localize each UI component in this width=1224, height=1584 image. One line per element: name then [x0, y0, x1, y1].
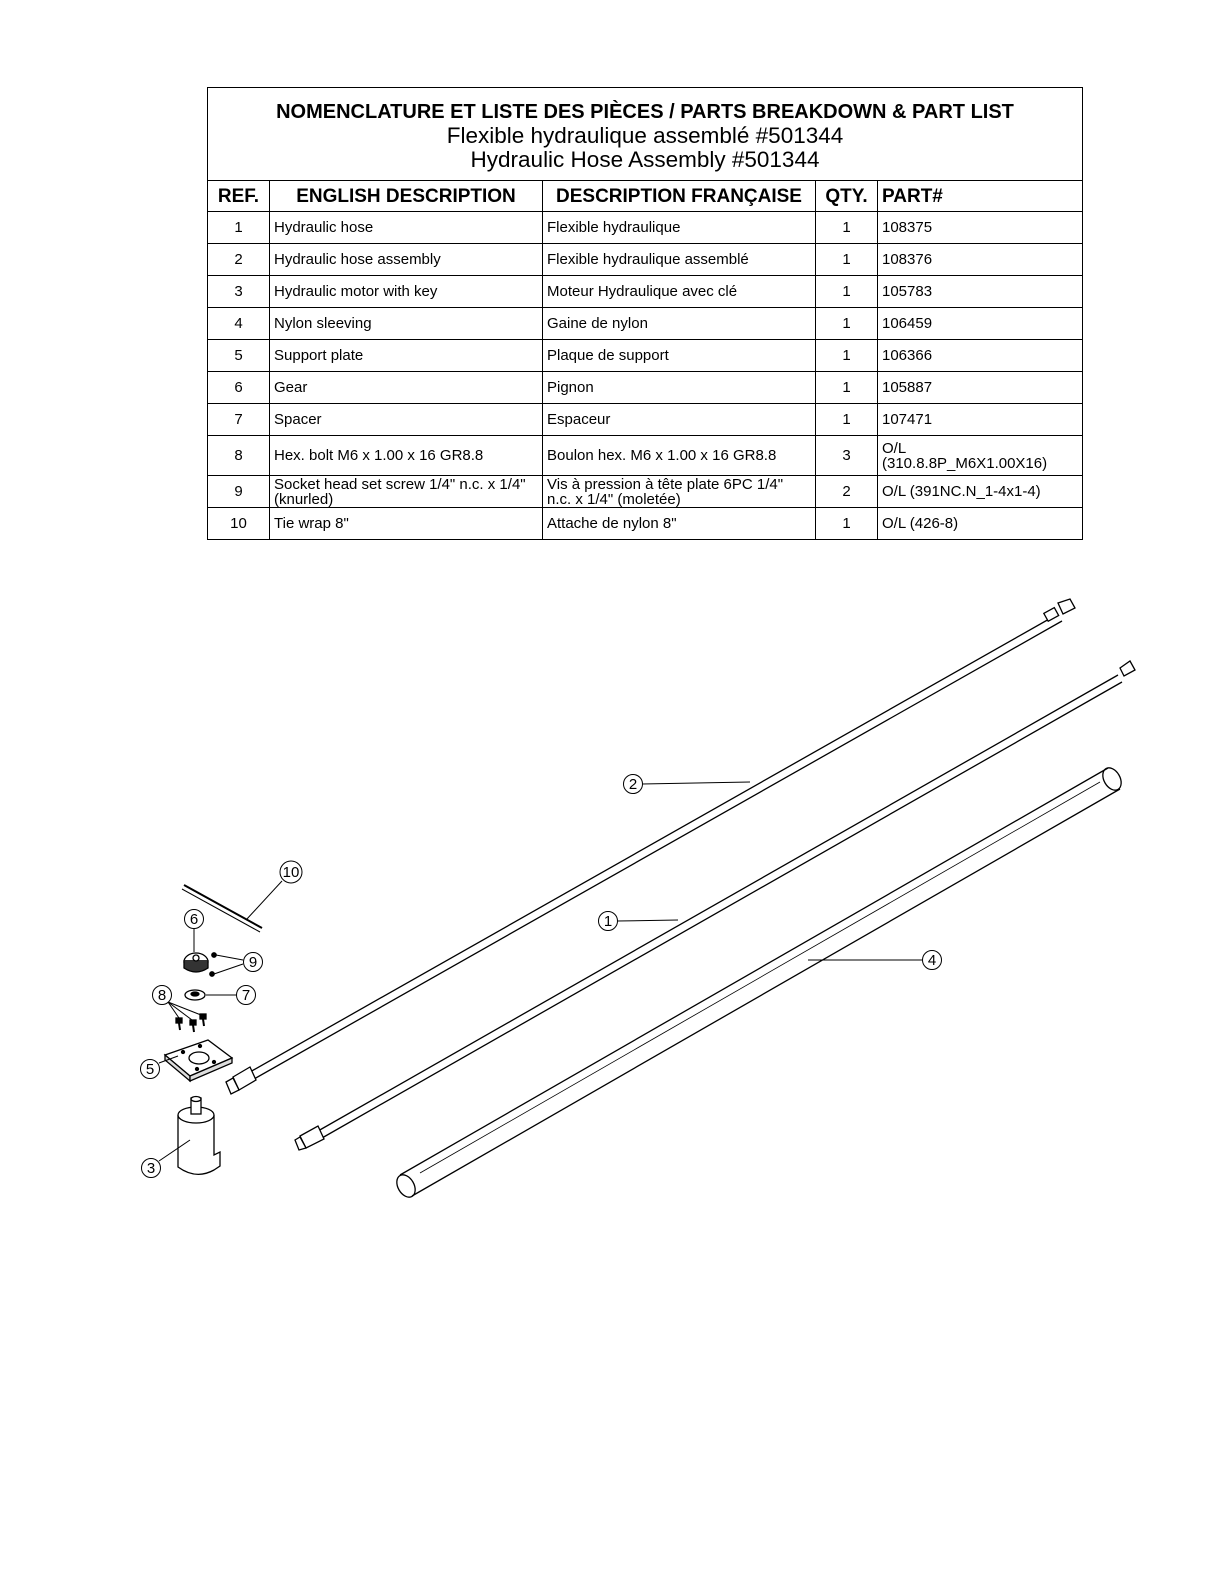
cell-part: 106459: [878, 308, 1083, 340]
table-header-row: [208, 181, 1083, 212]
cell-qty: 1: [816, 308, 878, 340]
cell-part: 105783: [878, 276, 1083, 308]
cell-ref: 3: [208, 276, 270, 308]
cell-part: O/L (426-8): [878, 508, 1083, 540]
cell-part: [878, 436, 1083, 476]
hex-bolts-part-8: [176, 1014, 206, 1032]
table-subtitle-en: Hydraulic Hose Assembly #501344: [470, 147, 820, 172]
callout-10-label: 10: [282, 864, 300, 881]
spacer-part-7: [185, 990, 205, 1000]
callout-7: [237, 986, 256, 1005]
cell-qty: 1: [816, 340, 878, 372]
cell-ref: 7: [208, 404, 270, 436]
gear-part-6: [184, 953, 208, 972]
cell-ref: 10: [208, 508, 270, 540]
callout-4-label: 4: [927, 952, 937, 969]
cell-part-line1: O/L: [882, 439, 907, 457]
set-screws-part-9: [210, 953, 216, 976]
header-part: PART#: [878, 181, 1083, 212]
callout-8-label: 8: [157, 987, 167, 1004]
cell-english: [270, 476, 543, 508]
cell-english-line1: Socket head set screw 1/4" n.c. x 1/4": [274, 475, 526, 493]
callout-5-label: 5: [145, 1061, 155, 1078]
cell-english: Nylon sleeving: [270, 308, 543, 340]
cell-ref: 9: [208, 476, 270, 508]
hose-part-1: [295, 661, 1135, 1150]
cell-english: Hydraulic motor with key: [270, 276, 543, 308]
support-plate-part-5: [165, 1040, 232, 1081]
cell-french: Plaque de support: [543, 340, 816, 372]
parts-table: [207, 87, 1083, 540]
callout-4: [923, 951, 942, 970]
cell-ref: 2: [208, 244, 270, 276]
cell-french: Boulon hex. M6 x 1.00 x 16 GR8.8: [543, 436, 816, 476]
table-row: [208, 404, 1083, 436]
cell-french: Espaceur: [543, 404, 816, 436]
cell-french: Gaine de nylon: [543, 308, 816, 340]
callout-2: [624, 775, 643, 794]
cell-french-line1: Vis à pression à tête plate 6PC 1/4": [547, 475, 784, 493]
cell-qty: 1: [816, 372, 878, 404]
header-qty: QTY.: [816, 181, 878, 212]
callout-1-label: 1: [603, 913, 613, 930]
table-row: [208, 508, 1083, 540]
hydraulic-motor-part-3: [178, 1097, 220, 1175]
callout-10: [280, 861, 302, 883]
cell-english: Spacer: [270, 404, 543, 436]
callout-6-label: 6: [189, 911, 199, 928]
cell-qty: 3: [816, 436, 878, 476]
cell-part: 108376: [878, 244, 1083, 276]
table-title-cell: [208, 88, 1083, 181]
callout-8: [153, 986, 172, 1005]
table-row: [208, 340, 1083, 372]
callout-3: [142, 1159, 161, 1178]
cell-qty: 1: [816, 404, 878, 436]
cell-english-line2: (knurled): [274, 490, 334, 508]
cell-french: Attache de nylon 8": [543, 508, 816, 540]
cell-ref: 6: [208, 372, 270, 404]
callout-3-label: 3: [146, 1160, 156, 1177]
cell-french-line2: n.c. x 1/4" (moletée): [547, 490, 681, 508]
table-title: NOMENCLATURE ET LISTE DES PIÈCES / PARTS BREAKDOWN & PART LIST: [276, 101, 1014, 123]
cell-part: 108375: [878, 212, 1083, 244]
cell-english: Hydraulic hose: [270, 212, 543, 244]
cell-french: [543, 476, 816, 508]
cell-english: Support plate: [270, 340, 543, 372]
cell-ref: 1: [208, 212, 270, 244]
cell-french: Flexible hydraulique assemblé: [543, 244, 816, 276]
cell-ref: 8: [208, 436, 270, 476]
cell-qty: 1: [816, 244, 878, 276]
cell-french: Moteur Hydraulique avec clé: [543, 276, 816, 308]
callout-1: [599, 912, 618, 931]
table-title-row: [208, 88, 1083, 181]
table-row: [208, 308, 1083, 340]
header-french: DESCRIPTION FRANÇAISE: [543, 181, 816, 212]
callout-6: [185, 910, 204, 929]
callout-9: [244, 953, 263, 972]
table-subtitle-fr: Flexible hydraulique assemblé #501344: [446, 123, 844, 148]
hose-assembly-part-2: [226, 599, 1075, 1094]
cell-english: Tie wrap 8": [270, 508, 543, 540]
table-row: [208, 372, 1083, 404]
header-ref: REF.: [208, 181, 270, 212]
table-row: [208, 212, 1083, 244]
cell-french: Flexible hydraulique: [543, 212, 816, 244]
cell-part-line2: (310.8.8P_M6X1.00X16): [882, 454, 1048, 472]
cell-part: 107471: [878, 404, 1083, 436]
cell-qty: 1: [816, 508, 878, 540]
exploded-drawing: [0, 560, 1224, 1240]
cell-part: O/L (391NC.N_1-4x1-4): [878, 476, 1083, 508]
callout-2-label: 2: [628, 776, 638, 793]
cell-part: 105887: [878, 372, 1083, 404]
header-english: ENGLISH DESCRIPTION: [270, 181, 543, 212]
cell-part: 106366: [878, 340, 1083, 372]
nylon-sleeving-part-4: [393, 765, 1125, 1201]
cell-ref: 5: [208, 340, 270, 372]
cell-english: Hex. bolt M6 x 1.00 x 16 GR8.8: [270, 436, 543, 476]
cell-french: Pignon: [543, 372, 816, 404]
table-row: [208, 436, 1083, 476]
cell-english: Gear: [270, 372, 543, 404]
cell-english: Hydraulic hose assembly: [270, 244, 543, 276]
cell-ref: 4: [208, 308, 270, 340]
table-row: [208, 476, 1083, 508]
callout-9-label: 9: [248, 954, 258, 971]
table-row: [208, 276, 1083, 308]
callouts: [141, 775, 942, 1178]
callout-7-label: 7: [241, 987, 251, 1004]
cell-qty: 1: [816, 276, 878, 308]
cell-qty: 2: [816, 476, 878, 508]
callout-5: [141, 1060, 160, 1079]
cell-qty: 1: [816, 212, 878, 244]
table-row: [208, 244, 1083, 276]
